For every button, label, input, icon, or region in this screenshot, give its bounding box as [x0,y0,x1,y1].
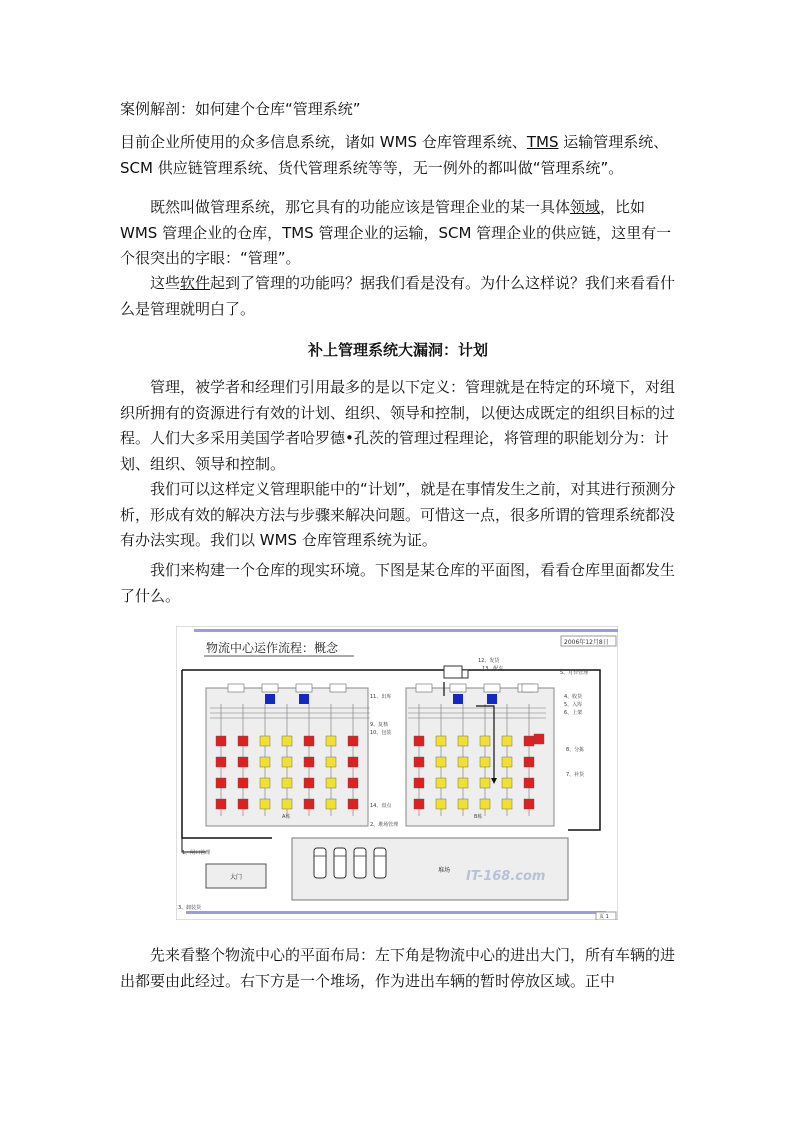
rack-cell-yellow [282,778,292,788]
diagram-watermark: IT-168.com [466,869,546,884]
rack-cell-yellow [282,757,292,767]
warehouse-a-label: A栋 [282,814,291,820]
rack-cell-red [238,736,248,746]
rack-cell-yellow [480,757,490,767]
rack-cell-yellow [458,736,468,746]
rack-cell-yellow [502,778,512,788]
dock-door [296,684,312,692]
rack-cell-red [414,736,424,746]
rack-cell-red [414,757,424,767]
paragraph-3-text-a: 这些 [150,274,181,292]
label-putaway-1: 5、入库 [564,702,583,708]
document-title: 案例解剖：如何建个仓库“管理系统” [120,100,361,118]
dock-door [416,684,432,692]
rack-cell-red [216,778,226,788]
unload-label: 3、卸装货 [178,905,202,911]
rack-cell-yellow [260,736,270,746]
rack-cell-red [534,734,544,744]
label-platform: 5、月台管理 [560,670,589,676]
rack-cell-yellow [282,736,292,746]
paragraph-3 [120,271,676,322]
warehouse-floor-plan-diagram [176,626,618,920]
label-putaway-2: 6、上架 [564,710,583,716]
rack-cell-yellow [480,778,490,788]
paragraph-6: 我们来构建一个仓库的现实环境。下图是某仓库的平面图，看看仓库里面都发生了什么。 [120,561,676,605]
paragraph-2-text-a: 既然叫做管理系统，那它具有的功能应该是管理企业的某一具体 [150,198,571,216]
rack-cell-yellow [260,757,270,767]
rack-cell-red [238,778,248,788]
rack-cell-red [348,799,358,809]
rack-cell-red [216,757,226,767]
dock-door [330,684,346,692]
paragraph-5: 我们可以这样定义管理职能中的“计划”，就是在事情发生之前，对其进行预测分析，形成有效的解决方法与步骤来解决问题。可惜这一点，很多所谓的管理系统都没有办法实现。我们以 WMS 仓库管理系统为证。 [120,480,676,549]
rack-cell-red [304,778,314,788]
rack-cell-red [348,757,358,767]
rack-cell-red [414,778,424,788]
rack-cell-red [304,799,314,809]
rack-cell-red [524,736,534,746]
gate-label: 大门 [230,874,243,881]
paragraph-1-text-a: 目前企业所使用的众多信息系统，诸如 WMS 仓库管理系统、 [120,133,527,151]
paragraph-1 [120,130,676,181]
label-sort: 8、分拣 [566,747,585,753]
rack-cell-yellow [502,757,512,767]
rack-cell-yellow [458,757,468,767]
label-yard-mgmt: 2、堆场管理 [370,822,399,828]
dock-bay-blue [453,694,463,704]
rack-cell-red [414,799,424,809]
rack-cell-yellow [436,736,446,746]
dock-door [262,684,278,692]
gate-mgmt-label: 1、闸口管理 [182,850,211,856]
rack-cell-yellow [282,799,292,809]
dock-door [450,684,466,692]
truck-icon [354,848,366,878]
rack-cell-yellow [326,757,336,767]
dock-door [228,684,244,692]
rack-cell-red [216,799,226,809]
tms-link[interactable]: TMS [526,133,559,151]
warehouse-b-label: B栋 [474,814,483,820]
label-pack: 10、包装 [370,730,392,736]
rack-cell-red [348,778,358,788]
dock-door [522,684,538,692]
dispatch-truck-cab [462,670,468,678]
paragraph-4: 管理，被学者和经理们引用最多的是以下定义：管理就是在特定的环境下，对组织所拥有的资源进行有效的计划、组织、领导和控制，以便达成既定的组织目标的过程。人们大多采用美国学者哈罗德•孔茨的管理过程理论，将管理的职能划分为：计划、组织、领导和控制。 [120,378,676,473]
rack-cell-red [238,799,248,809]
rack-cell-yellow [260,799,270,809]
yard-label: 堆场 [438,867,451,874]
rack-cell-yellow [436,778,446,788]
label-repack: 9、复核 [370,722,389,728]
diagram-title: 物流中心运作流程：概念 [206,641,339,655]
truck-icon [374,848,386,878]
rack-cell-yellow [502,736,512,746]
domain-link[interactable]: 领域 [570,198,601,216]
rack-cell-yellow [436,799,446,809]
label-replenish: 7、补货 [566,772,585,778]
rack-cell-yellow [480,799,490,809]
label-dispatch: 12、发货 [478,658,500,664]
rack-cell-yellow [326,778,336,788]
rack-cell-yellow [326,799,336,809]
rack-cell-red [216,736,226,746]
rack-cell-yellow [436,757,446,767]
label-outbound: 11、出库 [370,694,392,700]
paragraph-3-text-b: 起到了管理的功能吗？据我们看是没有。为什么这样说？我们来看看什么是管理就明白了。 [120,274,676,318]
rack-cell-red [348,736,358,746]
dock-bay-blue [265,694,275,704]
label-receiving: 4、收货 [564,694,583,700]
label-inventory: 14、盘点 [370,803,392,809]
section-heading: 补上管理系统大漏洞：计划 [307,341,488,359]
diagram-page-label: 页 1 [599,914,609,920]
software-link[interactable]: 软件 [180,274,211,292]
truck-icon [334,848,346,878]
rack-cell-yellow [326,736,336,746]
rack-cell-yellow [458,799,468,809]
dock-bay-blue [299,694,309,704]
rack-cell-red [304,736,314,746]
label-tally: 13、配车 [482,666,504,672]
paragraph-2 [120,195,676,272]
rack-cell-yellow [502,799,512,809]
dispatch-truck-icon [444,666,462,678]
paragraph-1-text-b: 运输管理系统、SCM 供应链管理系统、货代管理系统等等，无一例外的都叫做“管理系统”。 [120,133,669,177]
diagram-bottom-rule [186,911,606,914]
rack-cell-red [238,757,248,767]
rack-cell-red [524,799,534,809]
diagram-top-rule [194,629,618,632]
diagram-date: 2006年12月8日 [564,639,609,646]
paragraph-2-text-b: ，比如 WMS 管理企业的仓库，TMS 管理企业的运输，SCM 管理企业的供应链，这里有一个很突出的字眼：“管理”。 [120,198,672,267]
dock-door [484,684,500,692]
rack-cell-red [524,778,534,788]
rack-cell-yellow [458,778,468,788]
truck-icon [314,848,326,878]
dock-bay-blue [487,694,497,704]
rack-cell-yellow [260,778,270,788]
rack-cell-red [524,757,534,767]
rack-cell-red [304,757,314,767]
rack-cell-yellow [480,736,490,746]
paragraph-7: 先来看整个物流中心的平面布局：左下角是物流中心的进出大门，所有车辆的进出都要由此经过。右下方是一个堆场，作为进出车辆的暂时停放区域。正中 [120,946,676,990]
